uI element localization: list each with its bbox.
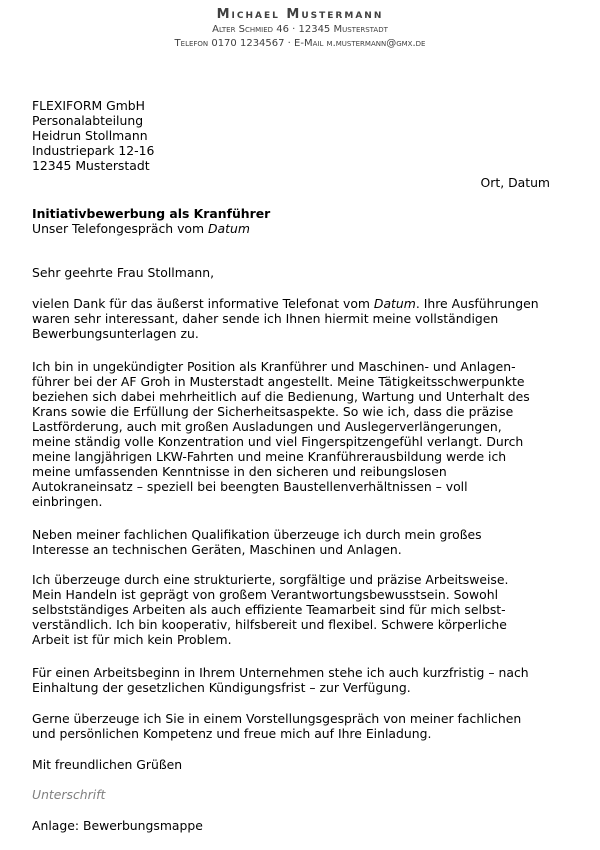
text-line: meine ständig volle Konzentration und viel Fingerspitzengefühl verlangt. Durch <box>32 434 524 449</box>
text-line: Interesse an technischen Geräten, Maschinen und Anlagen. <box>32 542 402 557</box>
text-line: verständlich. Ich bin kooperativ, hilfsbereit und flexibel. Schwere körperliche <box>32 617 507 632</box>
paragraph-2 <box>32 359 552 509</box>
text-line: Ich überzeuge durch eine strukturierte, sorgfältige und präzise Arbeitsweise. <box>32 572 509 587</box>
letter-date: Ort, Datum <box>480 175 550 190</box>
text-line: Für einen Arbeitsbeginn in Ihrem Unternehmen stehe ich auch kurzfristig – nach <box>32 665 529 680</box>
subject <box>32 206 552 236</box>
sender-contact: Telefon 0170 1234567 · E-Mail m.mustermann@gmx.de <box>174 38 426 49</box>
text-line: Mein Handeln ist geprägt von großem Verantwortungsbewusstsein. Sowohl <box>32 587 499 602</box>
signature-placeholder: Unterschrift <box>32 787 106 802</box>
text-line: meine langjährigen LKW-Fahrten und meine Kranführerausbildung werde ich <box>32 449 507 464</box>
text-line: Arbeit ist für mich kein Problem. <box>32 632 232 647</box>
text-line: einbringen. <box>32 494 103 509</box>
sender-address: Alter Schmied 46 · 12345 Musterstadt <box>212 24 388 35</box>
sender-name: Michael Mustermann <box>216 7 384 22</box>
text-line: und persönlichen Kompetenz und freue mich auf Ihre Einladung. <box>32 726 432 741</box>
text-line: Gerne überzeuge ich Sie in einem Vorstellungsgespräch von meiner fachlichen <box>32 711 522 726</box>
paragraph-5 <box>32 665 552 695</box>
text-line: Neben meiner fachlichen Qualifikation überzeuge ich durch mein großes <box>32 527 482 542</box>
text-line: Einhaltung der gesetzlichen Kündigungsfrist – zur Verfügung. <box>32 680 411 695</box>
call-date: Datum <box>373 296 416 311</box>
enclosure: Anlage: Bewerbungsmappe <box>32 818 203 833</box>
reference-date: Datum <box>208 221 250 236</box>
paragraph-1: vielen Dank für das äußerst informative Telefonat vom Datum. Ihre Ausführungen waren sehr interessant, daher sende ich Ihnen hiermit meine vollständigen Bewerbungsunterlagen zu. <box>32 296 539 341</box>
paragraph-3 <box>32 527 552 557</box>
recipient-line: Industriepark 12-16 <box>32 143 155 158</box>
paragraph-4 <box>32 572 552 647</box>
recipient-line: Heidrun Stollmann <box>32 128 148 143</box>
text-line: selbstständiges Arbeiten als auch effiziente Teamarbeit sind für mich selbst- <box>32 602 506 617</box>
recipient-line: FLEXIFORM GmbH <box>32 98 145 113</box>
text-line: meine umfassenden Kenntnisse in den sicheren und reibungslosen <box>32 464 447 479</box>
text-line: Krans sowie die Erfüllung der Sicherheitsaspekte. So wie ich, dass die präzise <box>32 404 514 419</box>
text-line: Autokraneinsatz – speziell bei beengten Baustellenverhältnissen – voll <box>32 479 468 494</box>
recipient-address <box>32 98 552 173</box>
subject-title: Initiativbewerbung als Kranführer <box>32 206 271 221</box>
text-line: Lastförderung, auch mit großen Ausladungen und Auslegerverlängerungen, <box>32 419 502 434</box>
recipient-line: 12345 Musterstadt <box>32 158 150 173</box>
salutation: Sehr geehrte Frau Stollmann, <box>32 265 215 280</box>
text-line: Ich bin in ungekündigter Position als Kranführer und Maschinen- und Anlagen- <box>32 359 516 374</box>
paragraph-6 <box>32 711 552 741</box>
subject-reference: Unser Telefongespräch vom Datum <box>32 221 250 236</box>
closing: Mit freundlichen Grüßen <box>32 757 183 772</box>
letterhead <box>0 7 600 51</box>
text-line: beziehen sich dabei mehrheitlich auf die Bedienung, Wartung und Unterhalt des <box>32 389 530 404</box>
recipient-line: Personalabteilung <box>32 113 144 128</box>
text-line: führer bei der AF Groh in Musterstadt angestellt. Meine Tätigkeitsschwerpunkte <box>32 374 525 389</box>
